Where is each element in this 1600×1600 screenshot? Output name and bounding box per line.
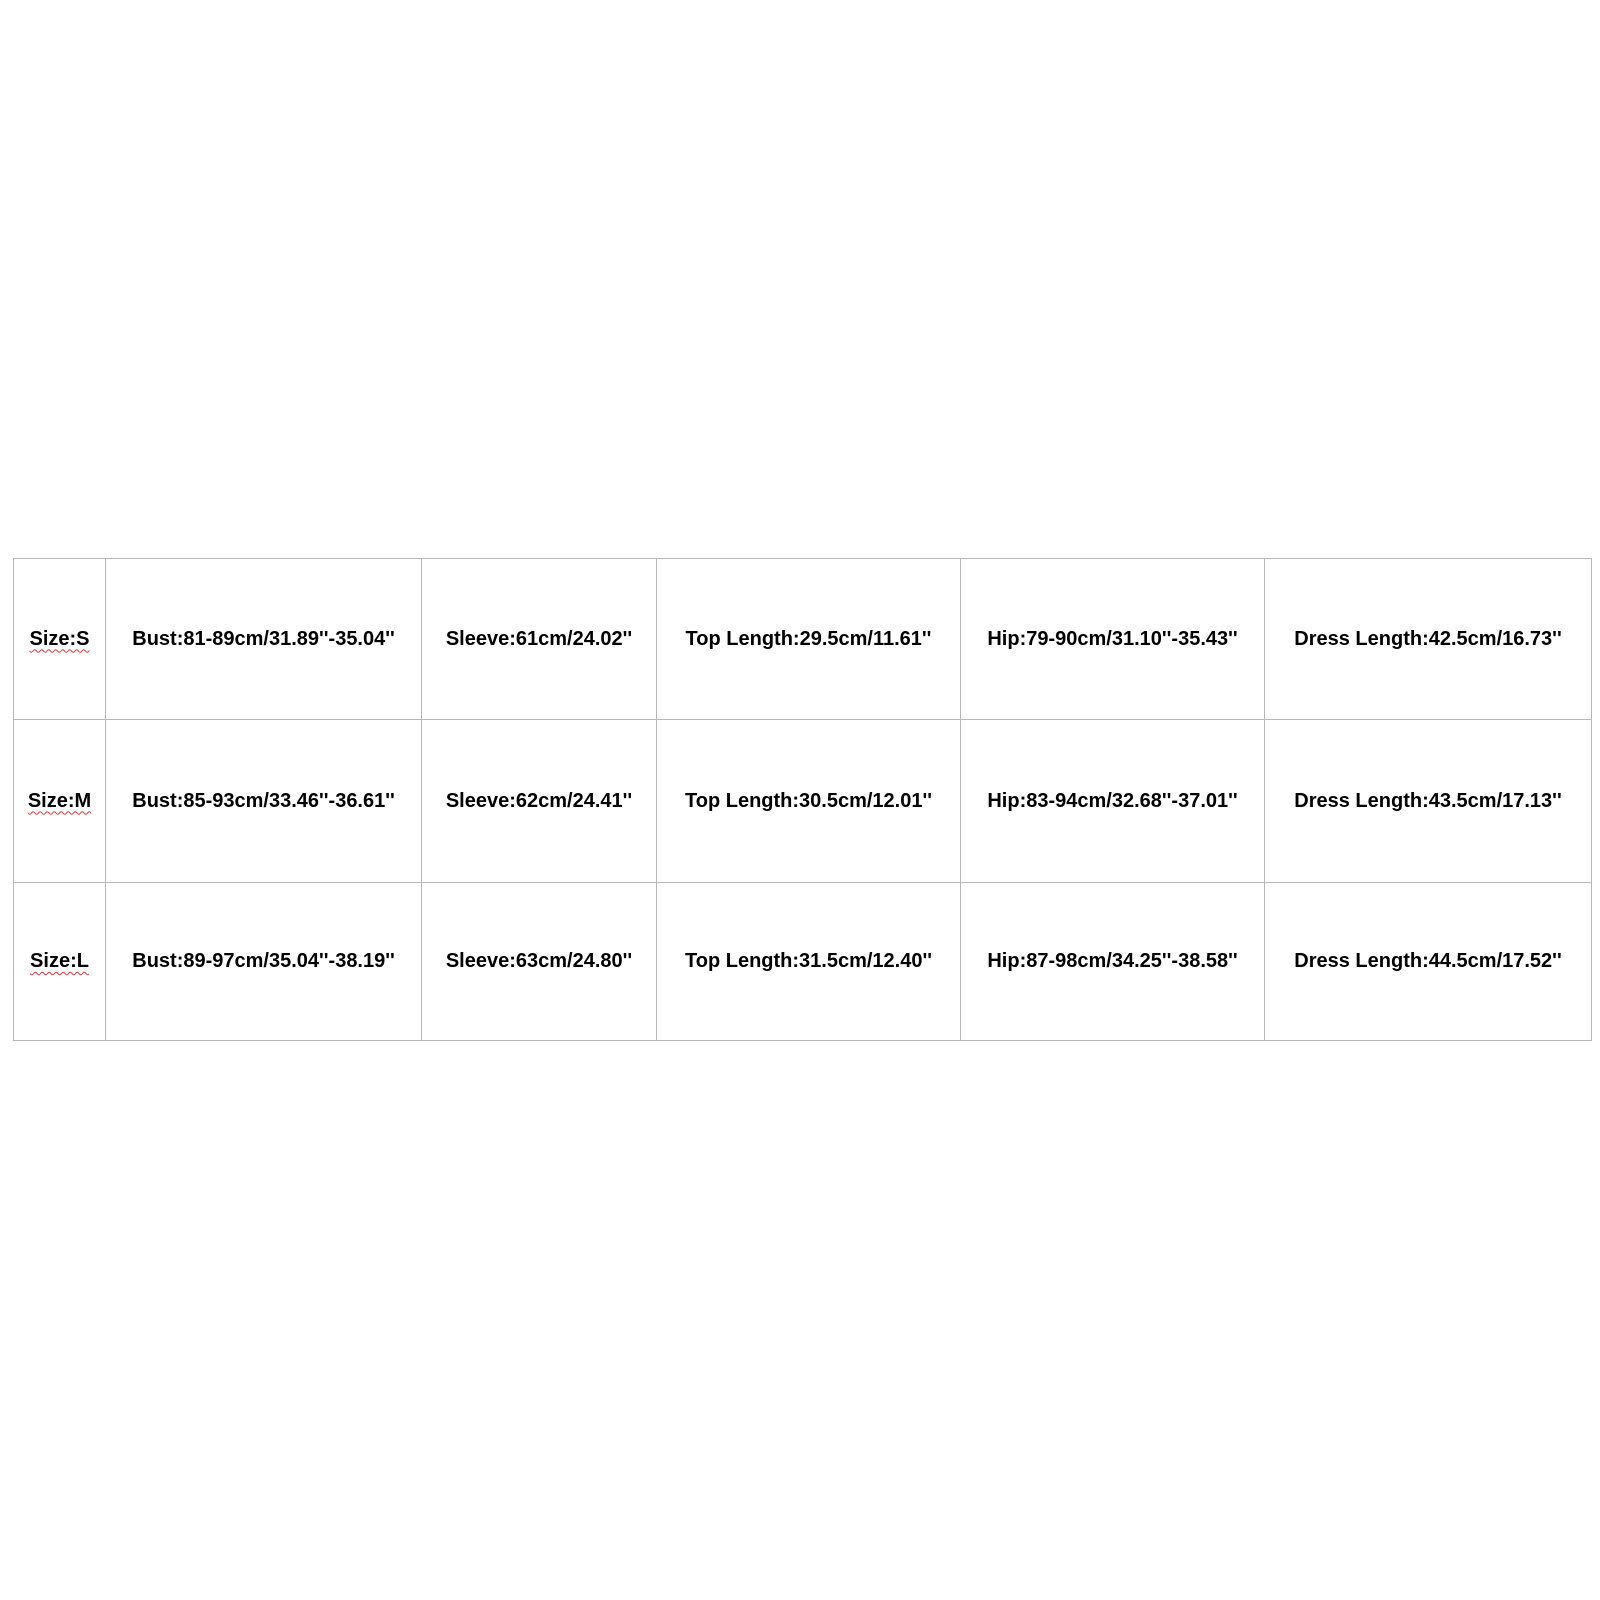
sleeve-cell: Sleeve:61cm/24.02'' [422, 559, 657, 720]
hip-cell: Hip:87-98cm/34.25''-38.58'' [961, 883, 1265, 1041]
top-length-cell: Top Length:31.5cm/12.40'' [657, 883, 961, 1041]
table-row-size-m [14, 720, 1592, 883]
dress-length-cell: Dress Length:42.5cm/16.73'' [1265, 559, 1592, 720]
dress-length-cell: Dress Length:43.5cm/17.13'' [1265, 720, 1592, 883]
bust-cell: Bust:81-89cm/31.89''-35.04'' [106, 559, 422, 720]
size-cell [14, 720, 106, 883]
size-cell [14, 883, 106, 1041]
size-label: Size:L [30, 950, 89, 972]
hip-cell: Hip:83-94cm/32.68''-37.01'' [961, 720, 1265, 883]
table-row-size-l [14, 883, 1592, 1041]
hip-cell: Hip:79-90cm/31.10''-35.43'' [961, 559, 1265, 720]
table-row-size-s [14, 559, 1592, 720]
dress-length-cell: Dress Length:44.5cm/17.52'' [1265, 883, 1592, 1041]
top-length-cell: Top Length:30.5cm/12.01'' [657, 720, 961, 883]
sleeve-cell: Sleeve:62cm/24.41'' [422, 720, 657, 883]
size-chart-table [13, 558, 1592, 1041]
size-cell [14, 559, 106, 720]
bust-cell: Bust:85-93cm/33.46''-36.61'' [106, 720, 422, 883]
sleeve-cell: Sleeve:63cm/24.80'' [422, 883, 657, 1041]
size-label: Size:M [27, 789, 92, 812]
top-length-cell: Top Length:29.5cm/11.61'' [657, 559, 961, 720]
size-label: Size:S [29, 627, 90, 650]
bust-cell: Bust:89-97cm/35.04''-38.19'' [106, 883, 422, 1041]
